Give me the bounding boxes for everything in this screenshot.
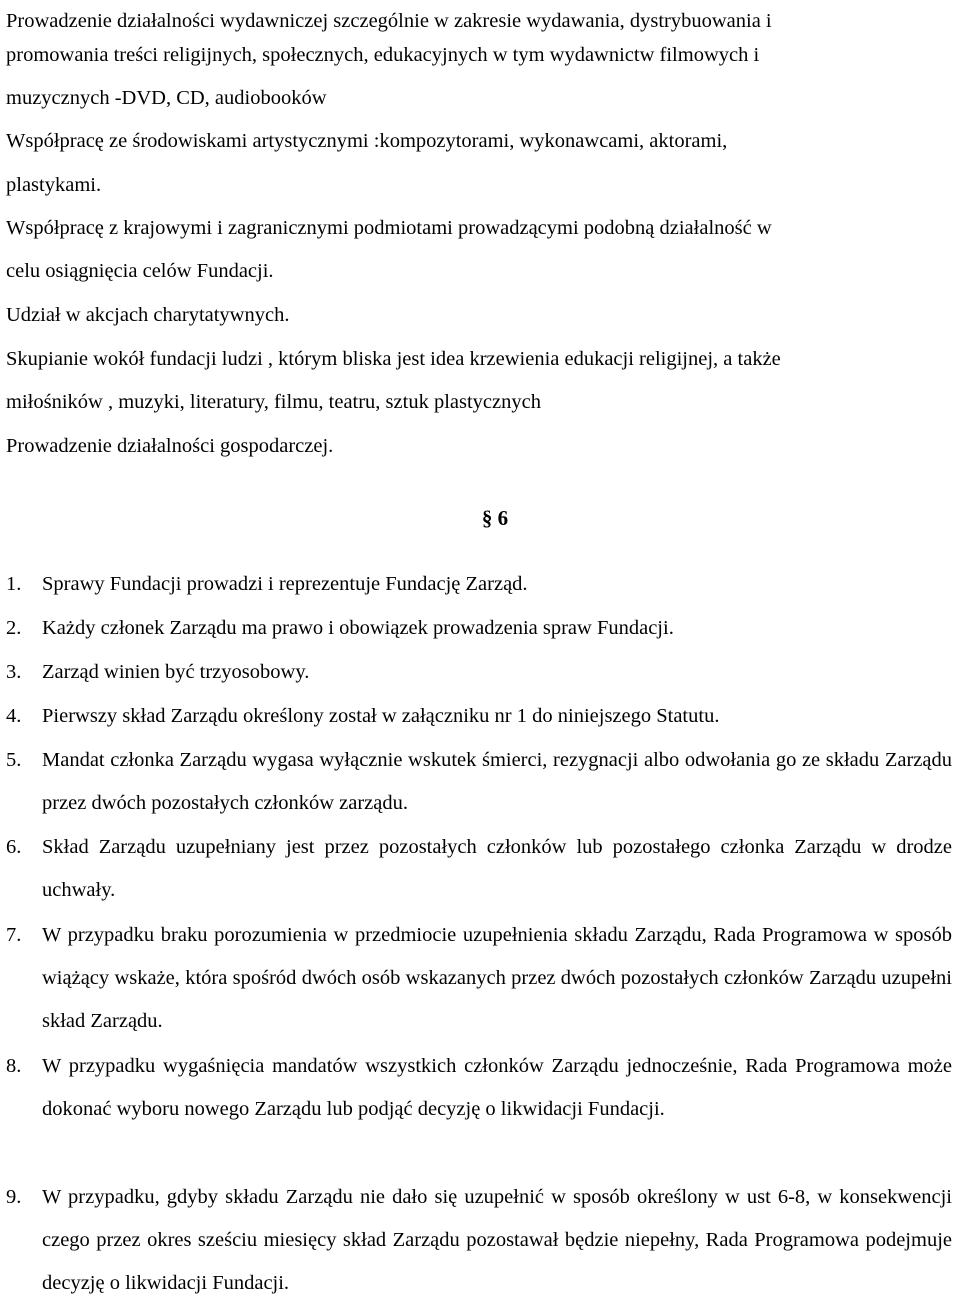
list-item-number: 7. [6, 924, 22, 946]
list-item [6, 607, 952, 650]
intro-line: Prowadzenie działalności wydawniczej szczególnie w zakresie wydawania, dystrybuowania i [6, 10, 772, 32]
list-item [6, 563, 952, 606]
intro-line: plastykami. [6, 174, 102, 196]
intro-line: Współpracę z krajowymi i zagranicznymi podmiotami prowadzącymi podobną działalność w [6, 217, 772, 239]
intro-line: celu osiągnięcia celów Fundacji. [6, 260, 274, 282]
list-item-number: 4. [6, 705, 22, 727]
list-item-number: 6. [6, 836, 22, 858]
list-item-text: Pierwszy skład Zarządu określony został w załączniku nr 1 do niniejszego Statutu. [42, 705, 720, 727]
intro-line: promowania treści religijnych, społecznych, edukacyjnych w tym wydawnictw filmowych i [6, 44, 760, 66]
section-heading: § 6 [481, 506, 509, 530]
list-item [6, 651, 952, 694]
intro-line: Prowadzenie działalności gospodarczej. [6, 435, 334, 457]
list-item [6, 739, 952, 825]
list-item [6, 1045, 952, 1131]
intro-line: miłośników , muzyki, literatury, filmu, teatru, sztuk plastycznych [6, 391, 541, 413]
intro-line: muzycznych -DVD, CD, audiobooków [6, 87, 327, 109]
list-item-text: W przypadku, gdyby składu Zarządu nie dało się uzupełnić w sposób określony w ust 6-8, w konsekwencji czego przez okres sześciu miesięcy skład Zarządu pozostawał będzie niepełny, Rada Programowa podejmuje decyzję o likwidacji Fundacji. [42, 1186, 952, 1294]
list-item [6, 826, 952, 912]
list-item-number: 8. [6, 1055, 22, 1077]
list-item-number: 5. [6, 749, 22, 771]
list-item-text: W przypadku braku porozumienia w przedmiocie uzupełnienia składu Zarządu, Rada Programowa w sposób wiążący wskaże, która spośród dwóch osób wskazanych przez dwóch pozostałych członków Zarządu uzupełni skład Zarządu. [42, 924, 952, 1032]
list-item-text: Każdy członek Zarządu ma prawo i obowiązek prowadzenia spraw Fundacji. [42, 617, 674, 639]
list-item [6, 1176, 952, 1305]
intro-line: Skupianie wokół fundacji ludzi , którym bliska jest idea krzewienia edukacji religijnej, a także [6, 348, 781, 370]
list-item [6, 914, 952, 1043]
list-item-text: Sprawy Fundacji prowadzi i reprezentuje Fundację Zarząd. [42, 573, 528, 595]
list-item-number: 9. [6, 1186, 22, 1208]
list-item-text: W przypadku wygaśnięcia mandatów wszystkich członków Zarządu jednocześnie, Rada Programowa może dokonać wyboru nowego Zarządu lub podjąć decyzję o likwidacji Fundacji. [42, 1055, 952, 1120]
intro-line: Współpracę ze środowiskami artystycznymi :kompozytorami, wykonawcami, aktorami, [6, 130, 728, 152]
list-item-number: 1. [6, 573, 22, 595]
list-item [6, 695, 952, 738]
intro-line: Udział w akcjach charytatywnych. [6, 304, 290, 326]
list-item-text: Zarząd winien być trzyosobowy. [42, 661, 310, 683]
list-item-text: Skład Zarządu uzupełniany jest przez pozostałych członków lub pozostałego członka Zarządu w drodze uchwały. [42, 836, 952, 901]
list-item-number: 2. [6, 617, 22, 639]
list-item-text: Mandat członka Zarządu wygasa wyłącznie wskutek śmierci, rezygnacji albo odwołania go ze składu Zarządu przez dwóch pozostałych członków zarządu. [42, 749, 952, 814]
list-item-number: 3. [6, 661, 22, 683]
